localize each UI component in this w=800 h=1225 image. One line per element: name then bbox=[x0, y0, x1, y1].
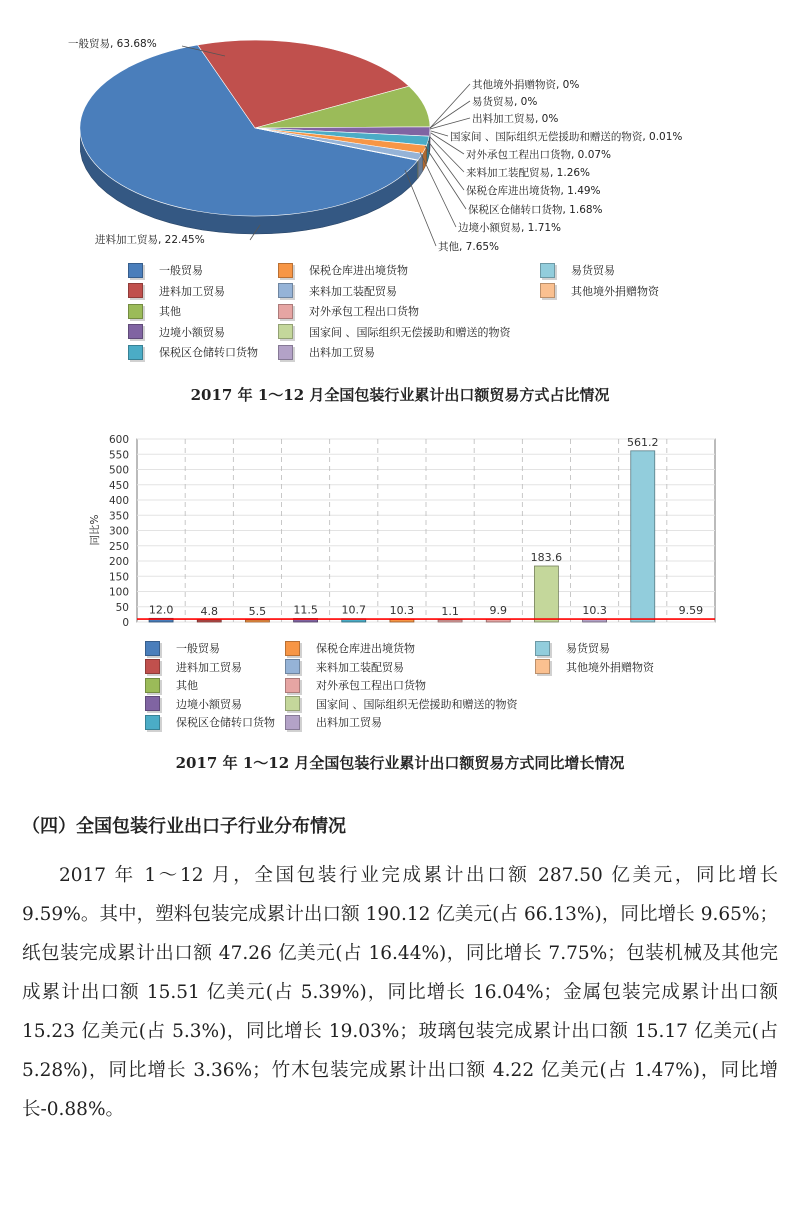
legend-label-2: 易货贸易 bbox=[571, 264, 615, 277]
legend-item-8 bbox=[145, 696, 242, 712]
bar-label-11: 9.59 bbox=[678, 604, 704, 618]
bar-label-2: 5.5 bbox=[248, 605, 267, 618]
y-tick-5: 250 bbox=[108, 540, 129, 553]
legend-label-11: 出料加工贸易 bbox=[316, 716, 382, 729]
bar-6 bbox=[438, 620, 462, 622]
y-axis-label: 同比% bbox=[89, 514, 101, 546]
legend-label-3: 进料加工贸易 bbox=[159, 284, 225, 298]
legend-label-3: 进料加工贸易 bbox=[176, 660, 242, 674]
legend-item-0 bbox=[145, 640, 220, 656]
legend-item-11 bbox=[285, 714, 382, 730]
legend-item-1 bbox=[285, 640, 415, 656]
legend-swatch-4 bbox=[285, 659, 300, 674]
bar-label-5: 10.3 bbox=[389, 603, 415, 617]
pie-label-2: 其他, 7.65% bbox=[438, 241, 500, 253]
bar-label-7: 9.9 bbox=[489, 603, 507, 617]
legend-item-4 bbox=[285, 659, 404, 675]
legend-item-9 bbox=[285, 696, 518, 712]
legend-label-7: 对外承包工程出口货物 bbox=[316, 679, 426, 692]
pie-label-6: 来料加工装配贸易, 1.26% bbox=[466, 167, 591, 179]
legend-label-0: 一般贸易 bbox=[159, 264, 203, 277]
y-tick-11: 550 bbox=[108, 449, 129, 462]
legend-swatch-1 bbox=[285, 641, 300, 656]
legend-item-2 bbox=[535, 640, 610, 656]
legend-label-10: 保税区仓储转口货物 bbox=[176, 716, 275, 729]
bar-2 bbox=[245, 620, 269, 622]
y-tick-2: 100 bbox=[108, 586, 129, 599]
legend-swatch-6 bbox=[145, 678, 160, 693]
legend-item-10 bbox=[145, 714, 275, 730]
legend-swatch-2 bbox=[535, 641, 550, 656]
y-tick-7: 350 bbox=[108, 510, 129, 523]
bar-label-0: 12.0 bbox=[148, 603, 174, 617]
bar-label-8: 183.6 bbox=[530, 551, 563, 565]
y-tick-4: 200 bbox=[108, 556, 129, 568]
legend-swatch-8 bbox=[145, 696, 160, 711]
pie-label-1: 进料加工贸易, 22.45% bbox=[95, 234, 205, 246]
legend-label-1: 保税仓库进出境货物 bbox=[309, 264, 408, 277]
legend-label-5: 其他境外捐赠物资 bbox=[566, 660, 654, 674]
y-tick-10: 500 bbox=[108, 464, 129, 477]
legend-label-10: 保税区仓储转口货物 bbox=[159, 346, 258, 359]
legend-swatch-11 bbox=[285, 715, 300, 730]
y-tick-12: 600 bbox=[108, 434, 129, 446]
bar-label-6: 1.1 bbox=[441, 605, 459, 618]
legend-label-0: 一般贸易 bbox=[176, 642, 220, 655]
legend-item-5 bbox=[535, 659, 654, 675]
legend-item-7 bbox=[285, 677, 426, 693]
pie-label-5: 保税仓库进出境货物, 1.49% bbox=[466, 185, 601, 197]
bar-1 bbox=[197, 620, 221, 622]
y-tick-8: 400 bbox=[108, 495, 129, 507]
legend-label-4: 来料加工装配贸易 bbox=[316, 660, 404, 674]
legend-label-6: 其他 bbox=[159, 305, 181, 318]
y-tick-3: 150 bbox=[108, 571, 129, 584]
legend-swatch-0 bbox=[145, 641, 160, 656]
legend-swatch-5 bbox=[535, 659, 550, 674]
pie-label-8: 国家间 、国际组织无偿援助和赠送的物资, 0.01% bbox=[450, 131, 683, 143]
legend-label-11: 出料加工贸易 bbox=[309, 346, 375, 359]
bar-10 bbox=[631, 451, 655, 622]
bar-label-9: 10.3 bbox=[582, 603, 607, 617]
y-tick-9: 450 bbox=[108, 479, 129, 492]
bar-label-1: 4.8 bbox=[200, 605, 218, 618]
legend-label-8: 边境小额贸易 bbox=[176, 697, 242, 711]
y-tick-1: 50 bbox=[115, 601, 129, 614]
pie-label-3: 边境小额贸易, 1.71% bbox=[458, 222, 562, 234]
pie-caption: 2017 年 1～12 月全国包装行业累计出口额贸易方式占比情况 bbox=[190, 386, 610, 404]
pie-label-0: 一般贸易, 63.68% bbox=[68, 38, 157, 50]
legend-label-5: 其他境外捐赠物资 bbox=[571, 284, 659, 298]
pie-label-9: 出料加工贸易, 0% bbox=[472, 113, 559, 125]
legend-swatch-7 bbox=[285, 678, 300, 693]
legend-label-4: 来料加工装配贸易 bbox=[309, 284, 397, 298]
bar-label-3: 11.5 bbox=[293, 603, 318, 617]
legend-label-9: 国家间 、国际组织无偿援助和赠送的物资 bbox=[309, 325, 511, 339]
legend-label-8: 边境小额贸易 bbox=[159, 325, 225, 339]
bar-8 bbox=[534, 566, 558, 622]
y-tick-0: 0 bbox=[122, 617, 129, 629]
legend-swatch-9 bbox=[285, 696, 300, 711]
body-paragraph: 2017 年 1～12 月，全国包装行业完成累计出口额 287.50 亿美元，同比增长 9.59%。其中，塑料包装完成累计出口额 190.12 亿美元(占 66.13%)，同比增长 9.65%；纸包装完成累计出口额 47.26 亿美元(占 16.44%)，同比增长 7.75%；包装机械及其他完成累计出口额 15.51 亿美元(占 5.39%)，同比增长 16.04%；金属包装完成累计出口额 15.23 亿美元(占 5.3%)，同比增长 19.03%；玻璃包装完成累计出口额 15.17 亿美元(占 5.28%)，同比增长 3.36%；竹木包装完成累计出口额 4.22 亿美元(占 1.47%)，同比增长-0.88%。 bbox=[22, 865, 778, 1120]
bar-caption: 2017 年 1～12 月全国包装行业累计出口额贸易方式同比增长情况 bbox=[175, 754, 625, 772]
legend-label-1: 保税仓库进出境货物 bbox=[316, 642, 415, 655]
pie-label-11: 其他境外捐赠物资, 0% bbox=[472, 79, 580, 91]
pie-label-10: 易货贸易, 0% bbox=[472, 96, 538, 108]
pie-label-7: 对外承包工程出口货物, 0.07% bbox=[466, 149, 612, 161]
legend-label-9: 国家间 、国际组织无偿援助和赠送的物资 bbox=[316, 697, 518, 711]
legend-item-3 bbox=[145, 659, 242, 675]
y-tick-6: 300 bbox=[108, 525, 129, 538]
section-title: （四）全国包装行业出口子行业分布情况 bbox=[22, 816, 346, 837]
bar-label-10: 561.2 bbox=[627, 435, 659, 449]
pie-label-4: 保税区仓储转口货物, 1.68% bbox=[468, 204, 603, 216]
legend-label-7: 对外承包工程出口货物 bbox=[309, 305, 419, 318]
legend-swatch-10 bbox=[145, 715, 160, 730]
legend-item-6 bbox=[145, 677, 198, 693]
legend-label-6: 其他 bbox=[176, 679, 198, 692]
legend-label-2: 易货贸易 bbox=[566, 642, 610, 655]
legend-swatch-3 bbox=[145, 659, 160, 674]
bar-legend bbox=[145, 640, 745, 740]
bar-label-4: 10.7 bbox=[341, 603, 366, 617]
